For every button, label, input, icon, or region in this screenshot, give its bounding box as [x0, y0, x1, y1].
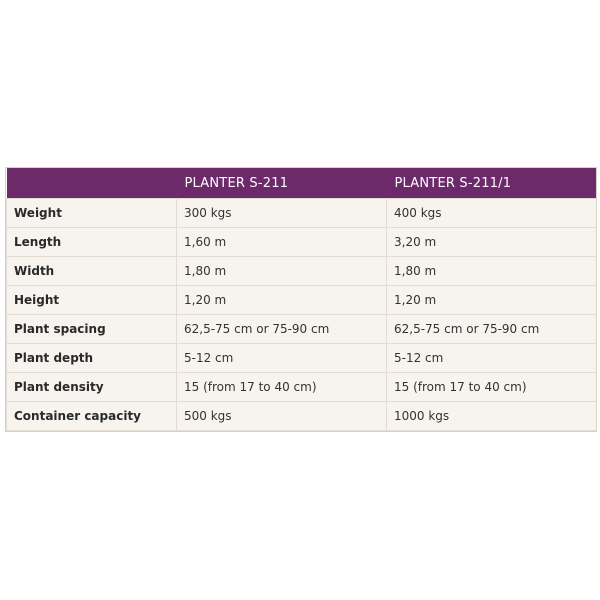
- cell-s211: 5-12 cm: [177, 344, 387, 373]
- row-label: Width: [7, 257, 177, 286]
- specs-table: [6, 168, 597, 431]
- table-row: [7, 315, 597, 344]
- row-label: Weight: [7, 199, 177, 228]
- header-planter-s211-1: PLANTER S-211/1: [387, 168, 597, 199]
- cell-s211: 15 (from 17 to 40 cm): [177, 373, 387, 402]
- header-empty-cell: [7, 168, 177, 199]
- table-row: [7, 344, 597, 373]
- cell-s211: 500 kgs: [177, 402, 387, 431]
- table-row: [7, 373, 597, 402]
- table-row: [7, 228, 597, 257]
- cell-s211-1: 1,20 m: [387, 286, 597, 315]
- table-row: [7, 257, 597, 286]
- cell-s211-1: 15 (from 17 to 40 cm): [387, 373, 597, 402]
- header-planter-s211: PLANTER S-211: [177, 168, 387, 199]
- cell-s211-1: 3,20 m: [387, 228, 597, 257]
- specs-table-body: [7, 199, 597, 431]
- table-row: [7, 199, 597, 228]
- row-label: Container capacity: [7, 402, 177, 431]
- cell-s211: 300 kgs: [177, 199, 387, 228]
- cell-s211-1: 1,80 m: [387, 257, 597, 286]
- table-row: [7, 402, 597, 431]
- specs-table-header: [7, 168, 597, 199]
- cell-s211: 1,60 m: [177, 228, 387, 257]
- cell-s211: 1,20 m: [177, 286, 387, 315]
- cell-s211: 62,5-75 cm or 75-90 cm: [177, 315, 387, 344]
- table-row: [7, 286, 597, 315]
- header-row: [7, 168, 597, 199]
- row-label: Plant density: [7, 373, 177, 402]
- row-label: Length: [7, 228, 177, 257]
- row-label: Plant depth: [7, 344, 177, 373]
- cell-s211-1: 1000 kgs: [387, 402, 597, 431]
- cell-s211-1: 400 kgs: [387, 199, 597, 228]
- cell-s211: 1,80 m: [177, 257, 387, 286]
- row-label: Plant spacing: [7, 315, 177, 344]
- cell-s211-1: 62,5-75 cm or 75-90 cm: [387, 315, 597, 344]
- cell-s211-1: 5-12 cm: [387, 344, 597, 373]
- row-label: Height: [7, 286, 177, 315]
